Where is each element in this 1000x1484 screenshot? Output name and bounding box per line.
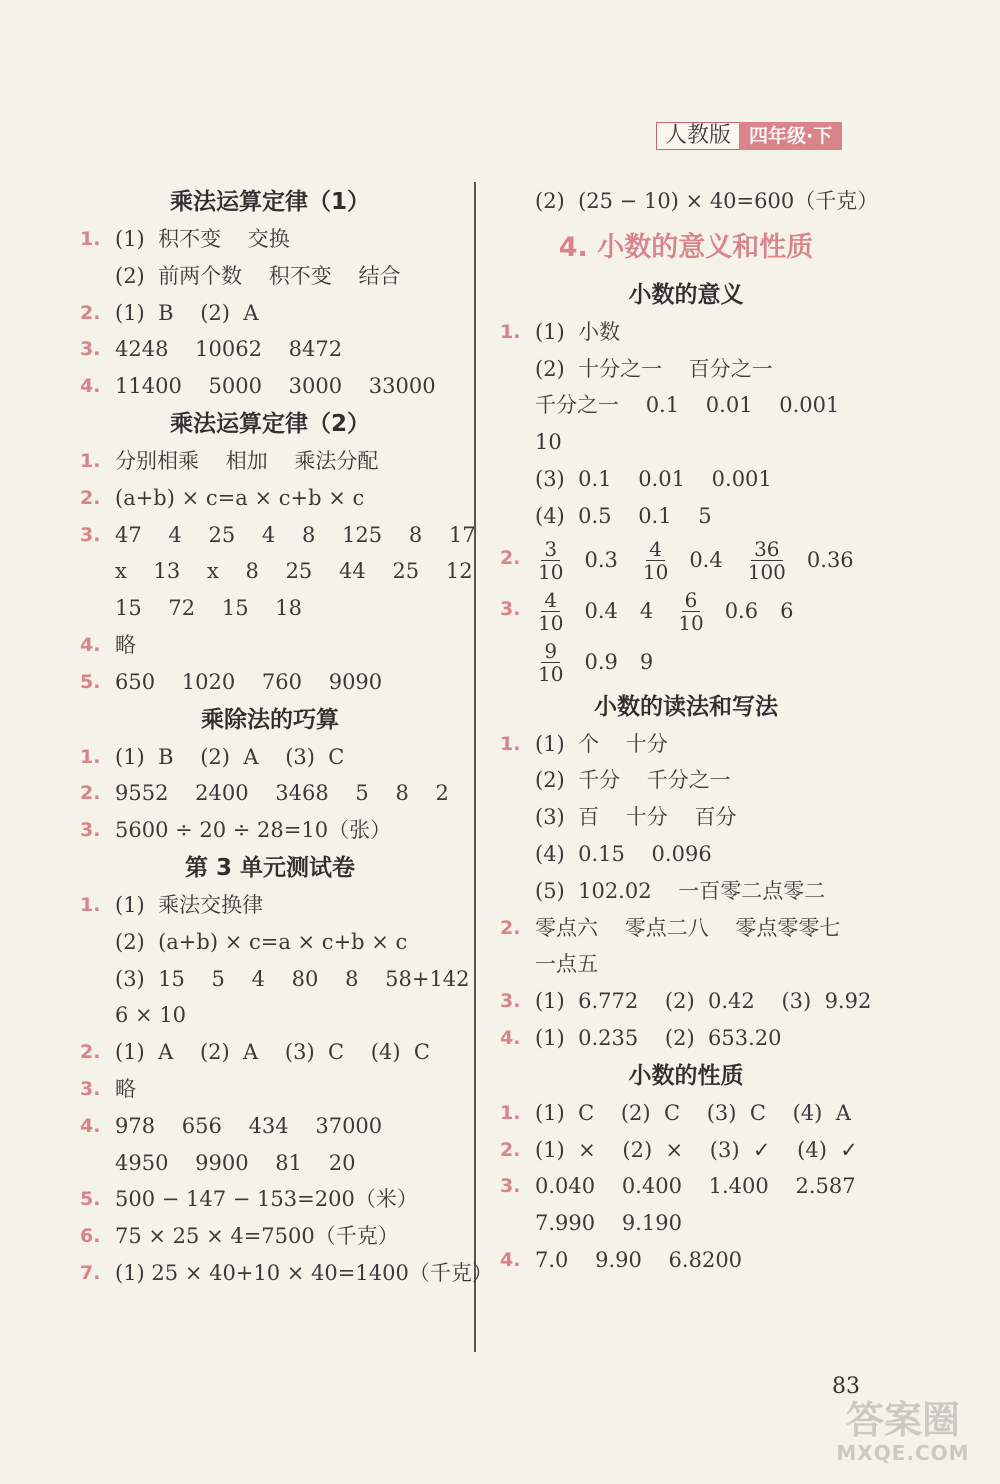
publisher-label: 人教版 — [656, 122, 739, 150]
fraction-numerator: 9 — [541, 640, 560, 663]
fraction-items — [535, 637, 675, 688]
answer-row — [500, 351, 872, 388]
answer-row — [80, 331, 460, 368]
answer-text: 75 × 25 × 4=7500（千克） — [115, 1224, 399, 1249]
answer-text: (2) 十分之一 百分之一 — [535, 356, 773, 381]
answer-row — [500, 1242, 872, 1279]
section-title: 小数的读法和写法 — [594, 693, 778, 720]
question-number: 4. — [80, 375, 101, 398]
answer-text: (1) A (2) A (3) C (4) C — [115, 1040, 430, 1065]
answer-text: (1) 0.235 (2) 653.20 — [535, 1025, 782, 1050]
fraction-answer-row — [500, 637, 872, 688]
fraction — [675, 589, 706, 634]
edition-badge — [656, 122, 842, 150]
fraction-numerator: 6 — [682, 589, 701, 612]
answer-text: 7.990 9.190 — [535, 1211, 682, 1236]
answer-text: (2) (25 − 10) × 40=600（千克） — [535, 189, 879, 213]
answer-text: (1) 乘法交换律 — [115, 892, 264, 917]
answer-row — [80, 997, 460, 1034]
answer-text: 500 − 147 − 153=200（米） — [115, 1187, 418, 1212]
left-column — [80, 183, 493, 1292]
fraction-denominator: 10 — [538, 661, 564, 686]
answer-text: 6 × 10 — [115, 1003, 187, 1028]
answer-text: 47 4 25 4 8 125 8 17 — [115, 522, 476, 547]
answer-row — [80, 258, 460, 295]
answer-row — [500, 910, 872, 947]
question-number: 5. — [80, 1188, 101, 1211]
watermark-text: 答案圈 — [845, 1398, 960, 1442]
answer-text: 0.040 0.400 1.400 2.587 — [535, 1174, 856, 1199]
section-title: 乘除法的巧算 — [201, 706, 339, 733]
page-number: 83 — [832, 1374, 860, 1399]
question-number: 3. — [80, 1077, 101, 1100]
answer-value: 0.36 — [806, 548, 854, 573]
answer-text: (1) 积不变 交换 — [115, 227, 290, 251]
right-column — [500, 183, 879, 1279]
fraction-denominator: 10 — [538, 559, 564, 584]
answer-row — [500, 461, 872, 498]
answer-row — [500, 1205, 872, 1242]
question-number: 1. — [80, 893, 101, 916]
answer-row — [80, 739, 460, 776]
answer-row — [80, 627, 460, 664]
answer-row — [500, 726, 872, 763]
fraction-denominator: 10 — [538, 610, 564, 635]
section-title: 第 3 单元测试卷 — [184, 854, 356, 881]
answer-text: (1) 个 十分 — [535, 731, 668, 756]
question-number: 1. — [500, 732, 521, 755]
answer-text: 4248 10062 8472 — [115, 337, 343, 362]
fraction-denominator: 10 — [642, 559, 669, 584]
watermark-url: MXQE.COM — [836, 1441, 970, 1465]
answer-row — [80, 553, 473, 590]
fraction-numerator: 4 — [541, 589, 560, 612]
fraction-denominator: 100 — [747, 559, 786, 584]
fraction-numerator: 4 — [646, 538, 665, 561]
answer-text: (1) C (2) C (3) C (4) A — [535, 1100, 851, 1125]
answer-row — [500, 498, 872, 535]
question-number: 2. — [80, 486, 101, 509]
answer-row — [500, 314, 872, 351]
answer-row — [80, 961, 470, 998]
question-number: 1. — [80, 449, 101, 472]
answer-row — [80, 1145, 460, 1182]
answer-row — [80, 775, 460, 812]
answer-text: (3) 百 十分 百分 — [535, 805, 737, 830]
answer-row — [500, 1132, 872, 1169]
answer-row — [500, 983, 872, 1020]
question-number: 3. — [80, 819, 101, 842]
answer-row — [80, 1071, 460, 1108]
question-number: 2. — [500, 1138, 521, 1161]
grade-label: 四年级·下 — [739, 122, 842, 150]
question-number: 2. — [80, 301, 101, 324]
answer-text: x 13 x 8 25 44 25 12 — [115, 559, 473, 584]
answer-text: (1) B (2) A (3) C — [115, 744, 345, 769]
question-number: 5. — [80, 670, 101, 693]
answer-row — [500, 183, 879, 220]
answer-row — [80, 664, 460, 701]
answer-text: 978 656 434 37000 — [115, 1113, 383, 1138]
answer-row — [80, 1218, 460, 1255]
answer-row — [80, 812, 460, 849]
answer-row — [80, 1181, 460, 1218]
section-title: 小数的性质 — [628, 1062, 744, 1089]
answer-text: 千分之一 0.1 0.01 0.001 — [535, 393, 840, 418]
answer-text: 11400 5000 3000 33000 — [115, 374, 436, 399]
question-number: 7. — [80, 1261, 101, 1284]
answer-text: (2) (a+b) × c=a × c+b × c — [115, 929, 408, 954]
answer-row — [80, 590, 460, 627]
question-number: 3. — [80, 523, 101, 546]
answer-text: 略 — [115, 1076, 136, 1101]
fraction-denominator: 10 — [678, 610, 704, 635]
question-number: 3. — [80, 338, 101, 361]
answer-text: (3) 0.1 0.01 0.001 — [535, 466, 772, 491]
answer-text: 分别相乘 相加 乘法分配 — [115, 448, 379, 473]
question-number: 4. — [80, 633, 101, 656]
answer-text: 650 1020 760 9090 — [115, 669, 383, 694]
answer-text: (1) 小数 — [535, 319, 621, 344]
answer-row — [500, 799, 872, 836]
answer-text: (1) 25 × 40+10 × 40=1400（千克） — [115, 1260, 493, 1285]
fraction — [640, 538, 671, 583]
answer-text: (3) 15 5 4 80 8 58+142 — [115, 966, 470, 991]
section-title: 小数的意义 — [628, 281, 744, 308]
answer-text: (1) B (2) A — [115, 300, 259, 325]
answer-row — [500, 762, 872, 799]
answer-text: (4) 0.15 0.096 — [535, 841, 712, 866]
answer-text: (1) × (2) × (3) ✓ (4) ✓ — [535, 1137, 858, 1162]
question-number: 4. — [80, 1114, 101, 1137]
answer-value: 0.9 — [584, 650, 618, 675]
section-title: 乘法运算定律（1） — [169, 189, 370, 215]
answer-row — [80, 1034, 460, 1071]
question-number: 6. — [80, 1225, 101, 1248]
fraction-items — [535, 586, 815, 637]
question-number: 1. — [80, 228, 101, 250]
column-divider — [474, 182, 476, 1352]
question-number: 3. — [500, 1175, 521, 1198]
answer-value: 0.3 — [584, 548, 618, 573]
answer-text: 5600 ÷ 20 ÷ 28=10（张） — [115, 818, 392, 843]
answer-text: 7.0 9.90 6.8200 — [535, 1247, 743, 1272]
answer-row — [500, 836, 872, 873]
fraction — [535, 589, 566, 634]
answer-value: 4 — [639, 599, 654, 624]
answer-row — [80, 443, 460, 480]
answer-row — [500, 424, 872, 461]
answer-text: 4950 9900 81 20 — [115, 1150, 356, 1175]
answer-text: (4) 0.5 0.1 5 — [535, 503, 712, 528]
fraction — [745, 538, 789, 583]
answer-row — [80, 295, 460, 332]
answer-value: 0.4 — [689, 548, 723, 573]
answer-row — [500, 1020, 872, 1057]
question-number: 1. — [500, 320, 521, 343]
question-number: 3. — [500, 597, 521, 620]
answer-text: 9552 2400 3468 5 8 2 — [115, 781, 449, 806]
fraction — [535, 538, 566, 583]
answer-value: 6 — [780, 599, 794, 624]
answer-text: 略 — [115, 632, 136, 657]
question-number: 2. — [500, 916, 521, 939]
answer-row — [80, 480, 460, 517]
answer-text: (2) 前两个数 积不变 结合 — [115, 263, 401, 288]
answer-row — [500, 1168, 872, 1205]
answer-row — [80, 221, 460, 258]
answer-value: 0.4 — [584, 599, 618, 624]
fraction — [535, 640, 566, 685]
answer-text: (5) 102.02 一百零二点零二 — [535, 878, 826, 903]
answer-row — [500, 387, 872, 424]
answer-row — [80, 368, 460, 405]
unit-title: 4. 小数的意义和性质 — [558, 231, 814, 263]
section-title: 乘法运算定律（2） — [169, 410, 370, 437]
answer-text: (a+b) × c=a × c+b × c — [115, 485, 365, 510]
answer-value: 9 — [639, 650, 654, 675]
answer-text: (2) 千分 千分之一 — [535, 768, 731, 793]
watermark-logo — [818, 1398, 988, 1464]
answer-text: 零点六 零点二八 零点零零七 — [535, 915, 841, 940]
answer-row — [500, 1095, 872, 1132]
fraction-items — [535, 535, 876, 586]
answer-row — [500, 946, 872, 983]
question-number: 2. — [80, 782, 101, 805]
answer-row — [80, 1108, 460, 1145]
fraction-answer-row — [500, 586, 872, 637]
fraction-numerator: 36 — [751, 538, 782, 561]
answer-value: 0.6 — [724, 599, 759, 624]
answer-row — [80, 924, 460, 961]
question-number: 3. — [500, 990, 521, 1013]
fraction-answer-row — [500, 535, 872, 586]
answer-text: (1) 6.772 (2) 0.42 (3) 9.92 — [535, 989, 872, 1014]
answer-text: 15 72 15 18 — [115, 596, 302, 621]
answer-row — [80, 1255, 493, 1292]
question-number: 4. — [500, 1248, 521, 1271]
question-number: 2. — [80, 1041, 101, 1064]
answer-text: 10 — [535, 430, 562, 455]
question-number: 1. — [80, 745, 101, 768]
question-number: 2. — [500, 546, 521, 569]
fraction-numerator: 3 — [541, 538, 560, 561]
question-number: 1. — [500, 1101, 521, 1124]
answer-row — [80, 517, 476, 554]
answer-text: 一点五 — [535, 952, 598, 977]
question-number: 4. — [500, 1026, 521, 1049]
answer-row — [80, 887, 460, 924]
answer-row — [500, 873, 872, 910]
